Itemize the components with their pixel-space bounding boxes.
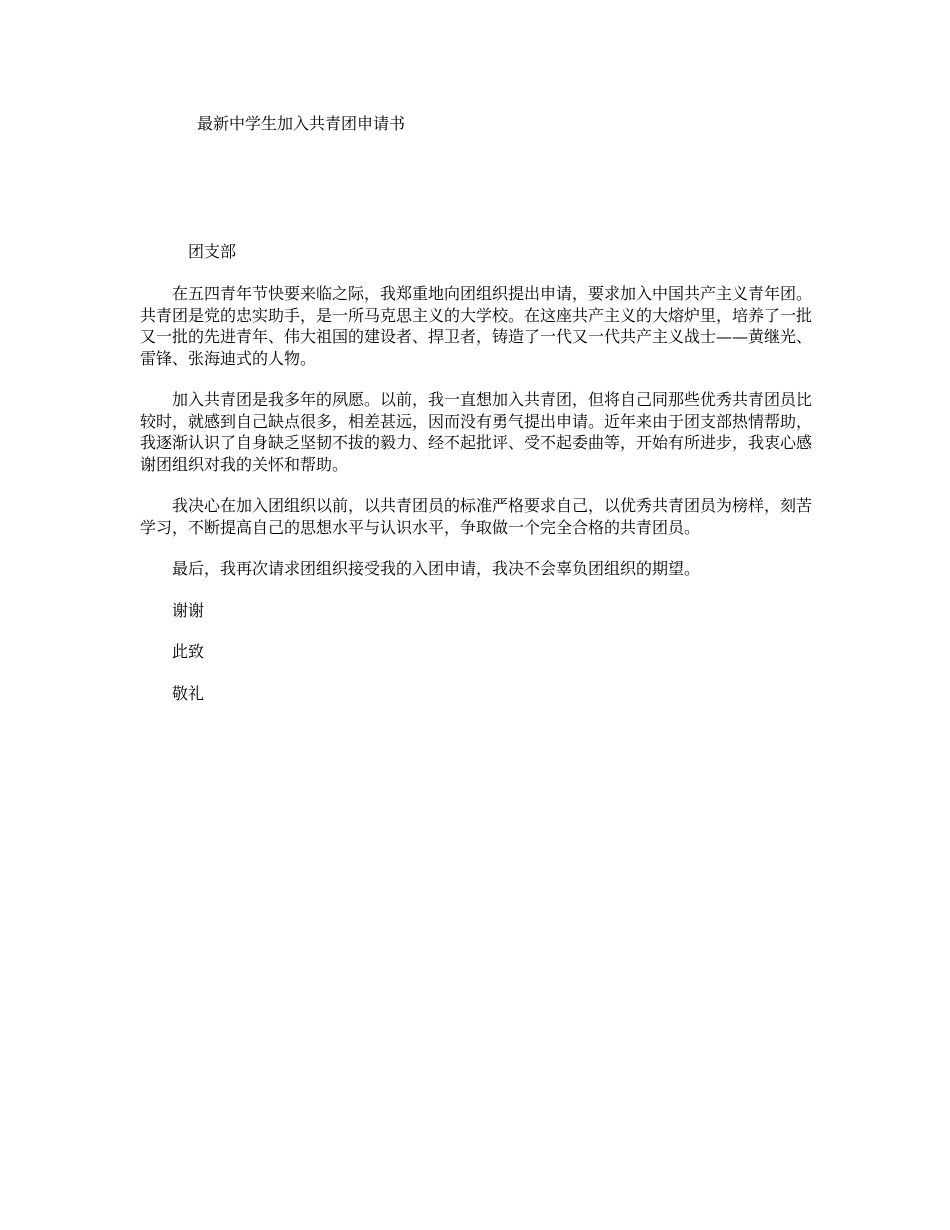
closing-cizhi: 此致 xyxy=(172,642,205,661)
paragraph-1: 在五四青年节快要来临之际，我郑重地向团组织提出申请，要求加入中国共产主义青年团。共青团是党的忠实助手，是一所马克思主义的大学校。在这座共产主义的大熔炉里，培养了一批又一批的先进青年、伟大祖国的建设者、捍卫者，铸造了一代又一代共产主义战士——黄继光、雷锋、张海迪式的人物。 xyxy=(140,284,813,368)
closing-jingli: 敬礼 xyxy=(172,683,205,703)
letter-body xyxy=(140,283,812,724)
paragraph-2: 加入共青团是我多年的夙愿。以前，我一直想加入共青团，但将自己同那些优秀共青团员比较时，就感到自己缺点很多，相差甚远，因而没有勇气提出申请。近年来由于团支部热情帮助，我逐渐认识了自身缺乏坚韧不拔的毅力、经不起批评、受不起委曲等，开始有所进步，我衷心感谢团组织对我的关怀和帮助。 xyxy=(140,390,813,474)
closing-thanks: 谢谢 xyxy=(172,600,205,620)
salutation: 团支部 xyxy=(188,242,237,261)
paragraph-3: 我决心在加入团组织以前，以共青团员的标准严格要求自己，以优秀共青团员为榜样，刻苦学习，不断提高自己的思想水平与认识水平，争取做一个完全合格的共青团员。 xyxy=(140,496,813,537)
document-title: 最新中学生加入共青团申请书 xyxy=(197,114,406,133)
closing-request: 最后，我再次请求团组织接受我的入团申请，我决不会辜负团组织的期望。 xyxy=(172,559,701,578)
